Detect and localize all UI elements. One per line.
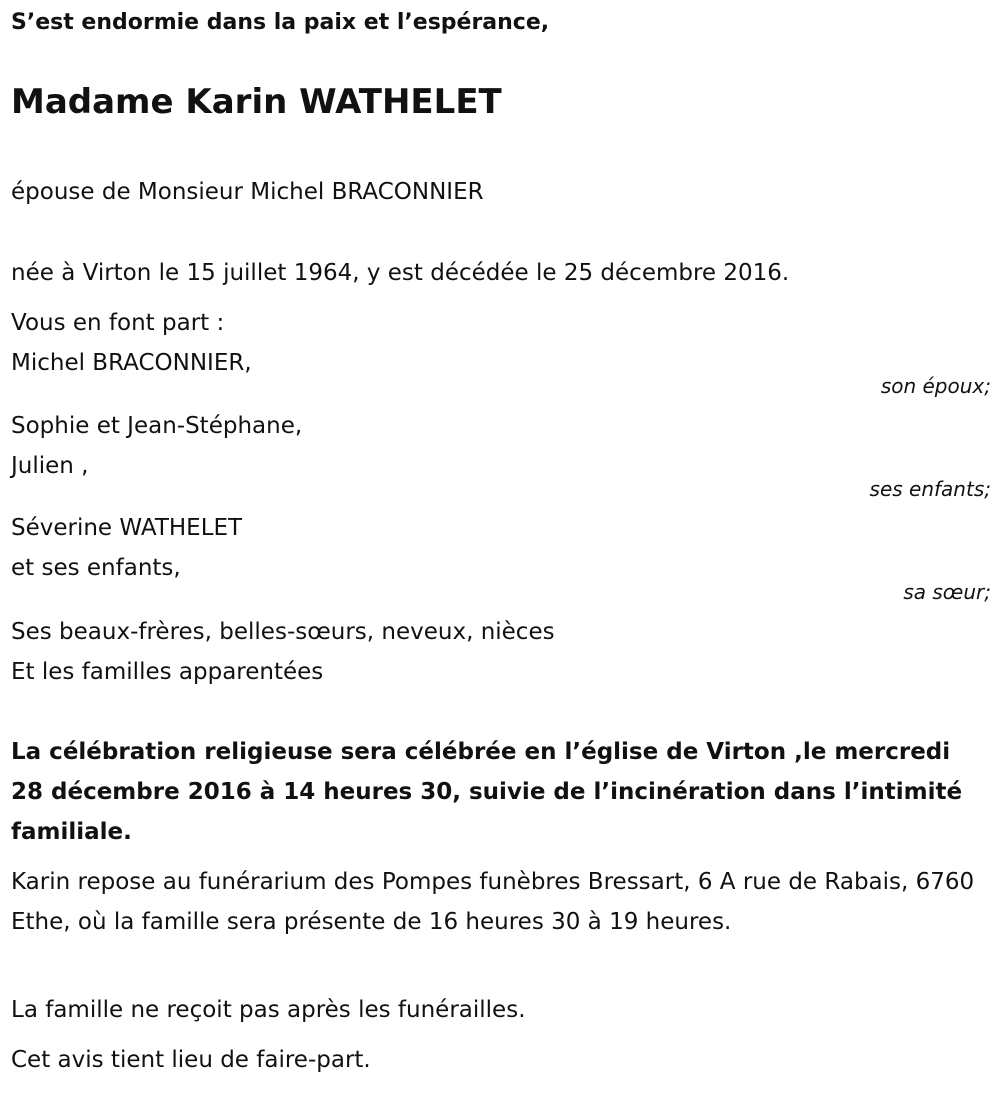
relation-children: ses enfants; xyxy=(869,477,991,501)
closing-line: Cet avis tient lieu de faire-part. xyxy=(11,1047,371,1073)
relation-spouse: son époux; xyxy=(880,374,991,398)
announce-line: Vous en font part : xyxy=(11,310,225,336)
mourner-children-line1: Sophie et Jean-Stéphane, xyxy=(11,413,303,439)
ceremony-paragraph: La célébration religieuse sera célébrée en l’église de Virton ,le mercredi 28 décembre 2016 à 14 heures 30, suivie de l’incinération dans l’intimité familiale. xyxy=(11,739,963,845)
birth-death-line: née à Virton le 15 juillet 1964, y est décédée le 25 décembre 2016. xyxy=(11,260,790,286)
no-reception-line: La famille ne reçoit pas après les funérailles. xyxy=(11,997,526,1023)
relation-sister: sa sœur; xyxy=(903,580,991,604)
mourner-children-line2: Julien , xyxy=(11,453,89,479)
mourner-sister-line2: et ses enfants, xyxy=(11,555,181,581)
spouse-line: épouse de Monsieur Michel BRACONNIER xyxy=(11,179,484,205)
extended-family-line2: Et les familles apparentées xyxy=(11,659,324,685)
deceased-name: Madame Karin WATHELET xyxy=(11,82,502,122)
mourner-spouse-name: Michel BRACONNIER, xyxy=(11,350,252,376)
extended-family-line1: Ses beaux-frères, belles-sœurs, neveux, nièces xyxy=(11,619,555,645)
mourner-sister-line1: Séverine WATHELET xyxy=(11,515,243,541)
intro-line: S’est endormie dans la paix et l’espérance, xyxy=(11,10,550,35)
viewing-paragraph: Karin repose au funérarium des Pompes funèbres Bressart, 6 A rue de Rabais, 6760 Ethe, où la famille sera présente de 16 heures 30 à 19 heures. xyxy=(11,869,975,935)
